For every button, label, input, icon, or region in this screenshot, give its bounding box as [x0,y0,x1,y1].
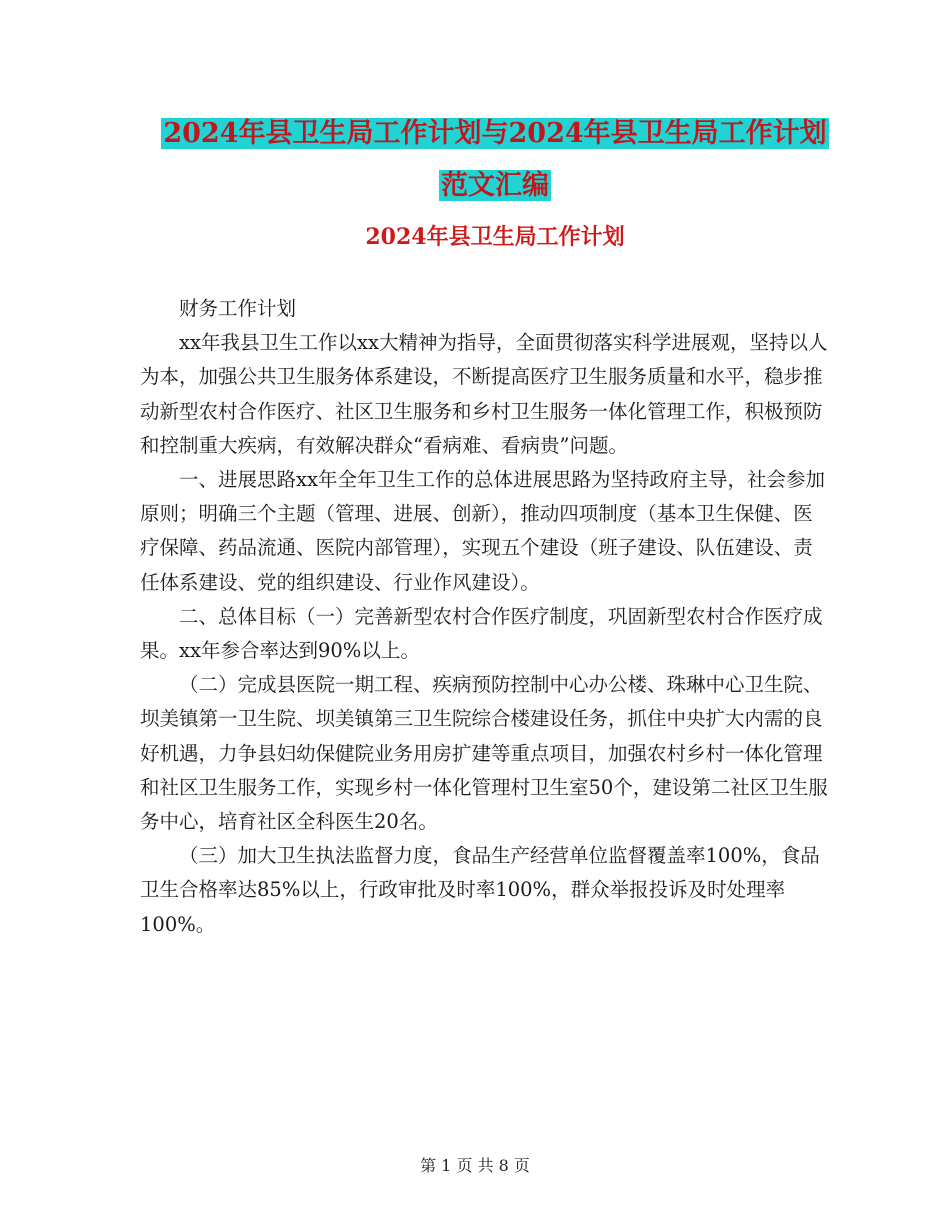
page-footer: 第 1 页 共 8 页 [420,1156,530,1175]
paragraph: xx年我县卫生工作以xx大精神为指导，全面贯彻落实科学进展观，坚持以人为本，加强公共卫生服务体系建设，不断提高医疗卫生服务质量和水平，稳步推动新型农村合作医疗、社区卫生服务和乡村卫生服务一体化管理工作，积极预防和控制重大疾病，有效解决群众“看病难、看病贵”问题。 [140,331,828,457]
document-title-line-1: 2024年县卫生局工作计划与2024年县卫生局工作计划 [163,118,827,149]
section-title: 2024年县卫生局工作计划 [365,224,625,250]
document-title [120,108,870,212]
document-title-line-2: 范文汇编 [441,170,549,201]
body-text [140,292,830,942]
paragraph: 财务工作计划 [179,297,297,320]
paragraph: （三）加大卫生执法监督力度，食品生产经营单位监督覆盖率100%，食品卫生合格率达85%以上，行政审批及时率100%，群众举报投诉及时处理率100%。 [140,844,820,936]
paragraph: 二、总体目标（一）完善新型农村合作医疗制度，巩固新型农村合作医疗成果。xx年参合率达到90%以上。 [140,604,823,663]
paragraph: 一、进展思路xx年全年卫生工作的总体进展思路为坚持政府主导，社会参加原则；明确三个主题（管理、进展、创新），推动四项制度（基本卫生保健、医疗保障、药品流通、医院内部管理），实现五个建设（班子建设、队伍建设、责任体系建设、党的组织建设、行业作风建设）。 [140,468,825,594]
paragraph: （二）完成县医院一期工程、疾病预防控制中心办公楼、珠琳中心卫生院、坝美镇第一卫生院、坝美镇第三卫生院综合楼建设任务，抓住中央扩大内需的良好机遇，力争县妇幼保健院业务用房扩建等重点项目，加强农村乡村一体化管理和社区卫生服务工作，实现乡村一体化管理村卫生室50个，建设第二社区卫生服务中心，培育社区全科医生20名。 [140,673,828,834]
